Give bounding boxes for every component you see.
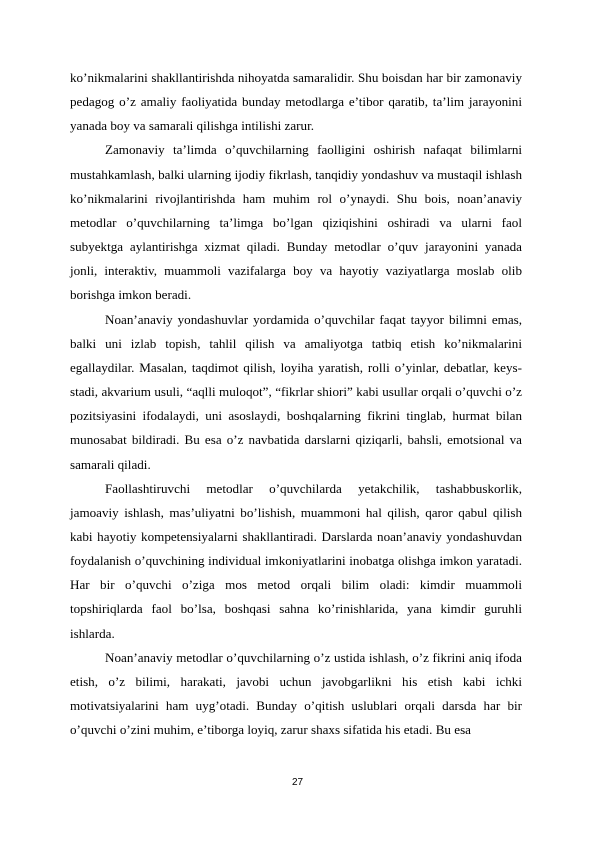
paragraph: Faollashtiruvchi metodlar o’quvchilarda yetakchilik, tashabbuskorlik, jamoaviy ishlash, mas’uliyatni bo’lishish, muammoni hal qilish, qaror qabul qilish kabi hayotiy kompetensiyalarni shakllantiradi. Darslarda noan’anaviy yondashuvdan foydalanish o’quvchining individual imkoniyatlarini inobatga olishga imkon yaratadi. Har bir o’quvchi o’ziga mos metod orqali bilim oladi: kimdir muammoli topshiriqlarda faol bo’lsa, boshqasi sahna ko’rinishlarida, yana kimdir guruhli ishlarda. (70, 480, 522, 641)
body-text (70, 66, 522, 742)
paragraph-continuation: ko’nikmalarini shakllantirishda nihoyatda samaralidir. Shu boisdan har bir zamonaviy pedagog o’z amaliy faoliyatida bunday metodlarga e’tibor qaratib, ta’lim jarayonini yanada boy va samarali qilishga intilishi zarur. (70, 70, 522, 134)
paragraph: Zamonaviy ta’limda o’quvchilarning faolligini oshirish nafaqat bilimlarni mustahkamlash, balki ularning ijodiy fikrlash, tanqidiy yondashuv va mustaqil ishlash ko’nikmalarini rivojlantirishda ham muhim rol o’ynaydi. Shu bois, noan’anaviy metodlar o’quvchilarning ta’limga bo’lgan qiziqishini oshiradi va ularni faol subyektga aylantirishga xizmat qiladi. Bunday metodlar o’quv jarayonini yanada jonli, interaktiv, muammoli vazifalarga boy va hayotiy vaziyatlarga moslab olib borishga imkon beradi. (70, 142, 522, 303)
paragraph: Noan’anaviy yondashuvlar yordamida o’quvchilar faqat tayyor bilimni emas, balki uni izlab topish, tahlil qilish va amaliyotga tatbiq etish ko’nikmalarini egallaydilar. Masalan, taqdimot qilish, loyiha yaratish, rolli o’yinlar, debatlar, keys-stadi, akvarium usuli, “aqlli muloqot”, “fikrlar shiori” kabi usullar orqali o’quvchi o’z pozitsiyasini ifodalaydi, uni asoslaydi, boshqalarning fikrini tinglab, hurmat bilan munosabat bildiradi. Bu esa o’z navbatida darslarni qiziqarli, bahsli, emotsional va samarali qiladi. (70, 311, 522, 472)
page-number: 27 (291, 777, 304, 788)
paragraph: Noan’anaviy metodlar o’quvchilarning o’z ustida ishlash, o’z fikrini aniq ifoda etish, o’z bilimi, harakati, javobi uchun javobgarlikni his etish kabi ichki motivatsiyalarini ham uyg’otadi. Bunday o’qitish uslublari orqali darsda har bir o’quvchi o’zini muhim, e’tiborga loyiq, zarur shaxs sifatida his etadi. Bu esa (70, 649, 522, 738)
